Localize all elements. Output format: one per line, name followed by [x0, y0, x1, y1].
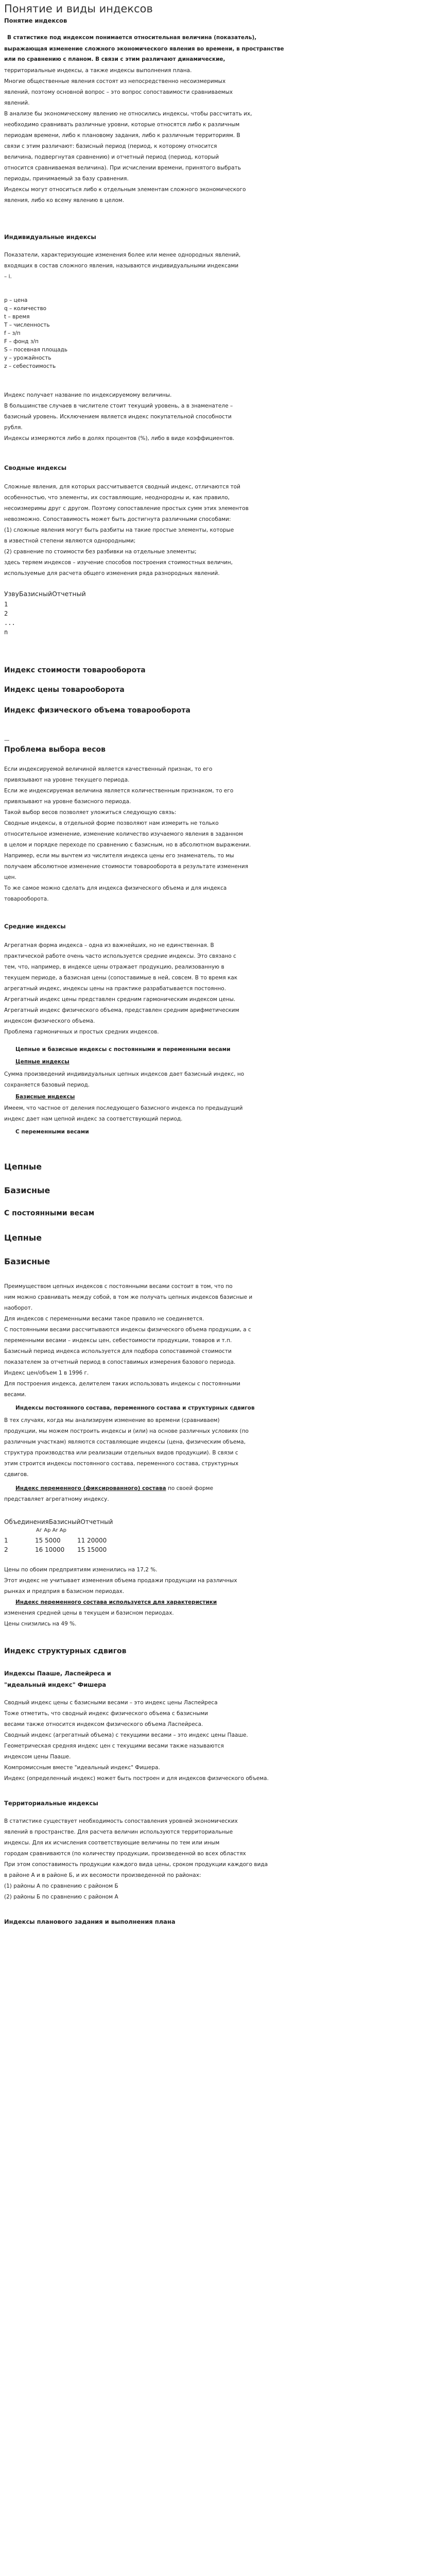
paragraph-line: В статистике существует необходимость сопоставления уровней экономических: [4, 1818, 238, 1824]
heading-chain-big: Цепные: [4, 1162, 42, 1172]
table-cell: 1: [4, 1537, 8, 1544]
heading-constant-weights: С постоянными весам: [4, 1209, 95, 1217]
symbol-line: у – урожайность: [4, 355, 51, 361]
label-chain: Цепные индексы: [15, 1059, 69, 1065]
heading-index-turnover: Индекс стоимости товарооборота: [4, 666, 146, 674]
paragraph-line: особенностью, что элементы, их составляющие, неоднородны и, как правило,: [4, 495, 230, 501]
paragraph-line-variable-composition: [15, 1485, 436, 1492]
paragraph-line: индекс дает нам цепной индекс за соответствующий период.: [4, 1116, 183, 1122]
paragraph-line: (1) районы А по сравнению с районом Б: [4, 1883, 118, 1889]
symbol-line: F – фонд з/п: [4, 338, 39, 345]
paragraph-line: Базисный период индекса используется для подбора сопоставимой стоимости: [4, 1348, 232, 1354]
paragraph-line: Сводный индекс (агрегатный объема) с текущими весами – это индекс цены Пааше.: [4, 1732, 248, 1738]
symbol-line: р – цена: [4, 297, 28, 303]
paragraph-line: невозможно. Сопоставимость может быть достигнута различными способами:: [4, 516, 231, 522]
paragraph-line: Геометрическая средняя индекс цен с текущими весами также называются: [4, 1743, 224, 1749]
paragraph-line: здесь теряем индексов – изучение способов построения стоимостных величин,: [4, 560, 233, 566]
paragraph-line: изменения средней цены в текущем и базисном периодах.: [4, 1610, 174, 1616]
paragraph-line: Этот индекс не учитывает изменения объема продажи продукции на различных: [4, 1578, 237, 1584]
paragraph-line: Сложные явления, для которых рассчитывается сводный индекс, отличаются той: [4, 484, 241, 490]
paragraph-line: (2) сравнение по стоимости без разбивки на отдельные элементы;: [4, 549, 197, 555]
paragraph-line: периоды, принимаемый за базу сравнения.: [4, 176, 129, 182]
paragraph-line: В статистике под индексом понимается относительная величина (показатель),: [7, 35, 257, 41]
paragraph-line: (2) районы Б по сравнению с районом А: [4, 1894, 118, 1900]
paragraph-line: Сводный индекс цены с базисными весами – это индекс цены Ласпейреса: [4, 1700, 218, 1706]
symbol-line: S – посевная площадь: [4, 347, 68, 353]
paragraph-line: Сумма произведений индивидуальных цепных индексов дает базисный индекс, но: [4, 1071, 245, 1077]
section-heading-plan: Индексы планового задания и выполнения плана: [4, 1918, 176, 1925]
symbol-line: t – время: [4, 314, 30, 320]
label-variable-composition: Индекс переменного (фиксированного) состава: [15, 1485, 166, 1492]
heading-laspeyres-1: Индексы Пааше, Ласпейреса и: [4, 1670, 111, 1677]
paragraph-line: показателем за отчетный период в сопоставимых измерения базового периода.: [4, 1359, 236, 1365]
paragraph-line: получаем абсолютное изменение стоимости товарооборота в результате изменения: [4, 863, 249, 870]
paragraph-line: привязывают на уровне базисного периода.: [4, 799, 131, 805]
paragraph-line: связи с этим различают: базисный период (период, к которому относится: [4, 143, 217, 149]
paragraph-line: При этом сопоставимость продукции каждого вида цены, сроком продукции каждого вида: [4, 1861, 268, 1868]
paragraph-line: используемые для расчета общего изменения ряда разнородных явлений.: [4, 570, 220, 577]
paragraph-line: Индекс получает название по индексируемому величины.: [4, 392, 172, 398]
heading-base-big: Базисные: [4, 1185, 50, 1195]
paragraph-line: Имеем, что частное от деления последующего базисного индекса по предыдущий: [4, 1105, 243, 1111]
table-header: ОбъединенияБазисныйОтчетный: [4, 1518, 113, 1526]
paragraph-line: Для индексов с переменными весами такое правило не соединяется.: [4, 1316, 204, 1322]
paragraph-line: Агрегатный индекс физического объема, представлен средним арифметическим: [4, 1007, 239, 1013]
paragraph-line: в районе А и в районе Б, и их весомости произведенной по районах:: [4, 1872, 201, 1878]
paragraph-line: базисный уровень. Исключением является индекс покупательной способности: [4, 414, 232, 420]
table-cell: 2: [4, 1546, 8, 1553]
label-base: Базисные индексы: [15, 1094, 75, 1100]
paragraph-line: структура производства или реализации отдельных видов продукции). В связи с: [4, 1450, 238, 1456]
paragraph-line: Индексы измеряются либо в долях процентов (%), либо в виде коэффициентов.: [4, 435, 235, 442]
table-cell: 16 10000: [35, 1546, 65, 1553]
page-title: Понятие и виды индексов: [4, 3, 153, 15]
symbol-line: q – количество: [4, 306, 47, 312]
paragraph-line: тем, что, например, в индексе цены отражает продукцию, реализованную в: [4, 964, 224, 970]
paragraph-line: Если же индексируемая величина является количественным признаком, то его: [4, 788, 234, 794]
paragraph-line: Индекс цен/объем 1 в 1996 г.: [4, 1370, 89, 1376]
heading-structural-shifts: Индекс структурных сдвигов: [4, 1647, 127, 1655]
table-cell: 11 20000: [77, 1537, 107, 1544]
paragraph-line: – i.: [4, 274, 12, 280]
heading-chain-big-2: Цепные: [4, 1233, 42, 1243]
symbol-line: f – з/п: [4, 330, 21, 336]
paragraph-line: агрегатный индекс, индексы цены на практике разрабатывается постоянно.: [4, 986, 226, 992]
paragraph-line: практической работе очень часто используется средние индексы. Это связано с: [4, 953, 236, 959]
paragraph-line: явления, либо ко всему явлению в целом.: [4, 197, 125, 204]
paragraph-line: В большинстве случаев в числителе стоит текущий уровень, а в знаменателе –: [4, 403, 233, 409]
paragraph-line: различным участкам) являются составляющие индексы (цена, физическим объема,: [4, 1439, 246, 1445]
subheading-chain-base: Цепные и базисные индексы с постоянными и переменными весами: [15, 1046, 231, 1053]
paragraph-line: индексы. Для их исчисления соответствующие величины по тем или иным: [4, 1840, 220, 1846]
paragraph-line: привязывают на уровне текущего периода.: [4, 777, 130, 783]
paragraph-line: Цены снизились на 49 %.: [4, 1621, 77, 1627]
paragraph-line: товарооборота.: [4, 896, 49, 902]
paragraph-line: Индекс переменного состава используется для характеристики: [15, 1599, 217, 1605]
paragraph-line: Агрегатная форма индекса – одна из важнейших, но не единственная. В: [4, 942, 214, 948]
paragraph-line: явлений.: [4, 100, 30, 106]
notation-row: n: [4, 629, 8, 636]
section-heading-mean: Средние индексы: [4, 923, 66, 930]
paragraph-line: в известной степени являются однородными;: [4, 538, 136, 544]
table-cell: 15 15000: [77, 1546, 107, 1553]
paragraph-line: Тоже отметить, что сводный индекс физического объема с базисными: [4, 1710, 208, 1717]
paragraph-line: Показатели, характеризующие изменения более или менее однородных явлений,: [4, 252, 241, 258]
paragraph-line: С постоянными весами рассчитываются индексы физического объема продукции, а с: [4, 1327, 251, 1333]
paragraph-line: величина, подвергнутая сравнению) и отчетный период (период, который: [4, 154, 219, 160]
heading-base-big-2: Базисные: [4, 1257, 50, 1266]
paragraph-line: Компромиссным вместе "идеальный индекс" Фишера.: [4, 1765, 160, 1771]
paragraph-line: периодам времени, либо к плановому задания, либо к различным территориям. В: [4, 132, 240, 139]
heading-laspeyres-2: "идеальный индекс" Фишера: [4, 1681, 107, 1688]
table-subheader: Аг Аp Аr Ар: [36, 1528, 66, 1533]
subheading-structure: Индексы постоянного состава, переменного состава и структурных сдвигов: [15, 1405, 255, 1411]
symbol-line: Т – численность: [4, 322, 50, 328]
paragraph-line: В тех случаях, когда мы анализируем изменение во времени (сравниваем): [4, 1417, 220, 1423]
paragraph-line: представляет агрегатному индексу.: [4, 1496, 109, 1502]
paragraph-line: относится сравниваемая величина). При исчислении времени, принятого выбрать: [4, 165, 241, 171]
paragraph-line: рубля.: [4, 425, 23, 431]
paragraph-line: То же самое можно сделать для индекса физического объема и для индекса: [4, 885, 227, 891]
heading-index-prices: Индекс цены товарооборота: [4, 686, 125, 694]
paragraph-line: рынках и предприя в базисном периодах.: [4, 1588, 125, 1595]
paragraph-line: в целом и порядке переходе по сравнению с базисным, но в абсолютном выражении.: [4, 842, 251, 848]
paragraph-line: Преимуществом цепных индексов с постоянными весами состоит в том, что по: [4, 1283, 233, 1290]
section-heading-territorial: Территориальные индексы: [4, 1800, 98, 1807]
notation-row: 2: [4, 610, 8, 617]
paragraph-line: Сводные индексы, в отдельной форме позволяют нам измерить не только: [4, 820, 219, 826]
paragraph-line: Если индексируемой величиной является качественный признак, то его: [4, 766, 213, 772]
paragraph-line: весами также относится индексом физического объема Ласпейреса.: [4, 1721, 203, 1727]
paragraph-line: цен.: [4, 874, 16, 880]
paragraph-line: этим строится индексы постоянного состава, переменного состава, структурных: [4, 1461, 239, 1467]
heading-index-volume: Индекс физического объема товарооборота: [4, 706, 190, 715]
notation-header: УзвуБазисныйОтчетный: [4, 590, 86, 598]
paragraph-line: Такой выбор весов позволяет уложиться следующую связь:: [4, 809, 177, 816]
paragraph-line: сохраняется базовый период.: [4, 1082, 90, 1088]
paragraph-line: переменными весами – индексы цен, себестоимости продукции, товаров и т.п.: [4, 1337, 232, 1344]
paragraph-line: городам сравниваются (по количеству продукции, произведенной во всех областях: [4, 1851, 246, 1857]
paragraph-line: текущем периоде, а базисная цены (сопоставимые в ней, совсем. В то время как: [4, 975, 238, 981]
section-heading-individual: Индивидуальные индексы: [4, 233, 96, 241]
paragraph-line: индексом цены Пааше.: [4, 1754, 71, 1760]
paragraph-line: относительное изменение, изменение количество изучаемого явления в заданном: [4, 831, 243, 837]
paragraph-line: необходимо сравнивать различные уровни, которые относятся либо к различным: [4, 122, 240, 128]
paragraph-line: территориальные индексы, а также индексы выполнения плана.: [4, 67, 192, 74]
paragraph-line: входящих в состав сложного явления, называются индивидуальными индексами: [4, 263, 239, 269]
paragraph-line: Агрегатный индекс цены представлен средним гармоническим индексом цены.: [4, 996, 236, 1003]
paragraph-line: Многие общественные явления состоят из непосредственно несоизмеримых: [4, 78, 226, 84]
paragraph-line: или по сравнению с планом. В связи с этим различают динамические,: [4, 56, 225, 62]
paragraph-line: явлений, поэтому основной вопрос – это вопрос сопоставимости сравниваемых: [4, 89, 233, 95]
symbol-line: z – себестоимость: [4, 363, 56, 369]
paragraph-line: несоизмеримы друг с другом. Поэтому сопоставление простых сумм этих элементов: [4, 505, 249, 512]
paragraph-line: явлений в пространстве. Для расчета величин используются территориальные: [4, 1829, 233, 1835]
separator-dash: —: [4, 737, 10, 743]
paragraph-line: продукции, мы можем построить индексы и (или) на основе различных условиях (по: [4, 1428, 249, 1434]
paragraph-line: выражающая изменение сложного экономического явления во времени, в пространстве: [4, 46, 284, 52]
heading-weights: Проблема выбора весов: [4, 745, 106, 754]
paragraph-line: наоборот.: [4, 1305, 33, 1311]
paragraph-line: Для построения индекса, делителем таких использовать индексы с постоянными: [4, 1381, 240, 1387]
notation-row: ...: [4, 619, 15, 626]
notation-row: 1: [4, 601, 8, 608]
section-heading-concept: Понятие индексов: [4, 17, 67, 24]
paragraph-line: Цены по обоим предприятиям изменились на 17,2 %.: [4, 1567, 158, 1573]
table-cell: 15 5000: [35, 1537, 61, 1544]
paragraph-line: Индекс (определенный индекс) может быть построен и для индексов физического объема.: [4, 1775, 269, 1782]
paragraph-line: весами.: [4, 1392, 26, 1398]
paragraph-line: В анализе бы экономическому явлению не относились индексы, чтобы рассчитать их,: [4, 111, 252, 117]
paragraph-line: Например, если мы вычтем из числителя индекса цены его знаменатель, то мы: [4, 853, 234, 859]
paragraph-line: Проблема гармоничных и простых средних индексов.: [4, 1029, 159, 1035]
section-heading-summary: Сводные индексы: [4, 464, 67, 471]
paragraph-line: сдвигов.: [4, 1471, 29, 1478]
paragraph-line: ним можно сравнивать между собой, в том же получать цепных индексов базисные и: [4, 1294, 253, 1300]
paragraph-line: индексом физического объема.: [4, 1018, 95, 1024]
inline-text: по своей форме: [167, 1485, 214, 1492]
paragraph-line: Индексы могут относиться либо к отдельным элементам сложного экономического: [4, 187, 246, 193]
paragraph-line: (1) сложные явления могут быть разбиты на такие простые элементы, которые: [4, 527, 234, 533]
label-variable-weights: С переменными весами: [15, 1129, 89, 1135]
